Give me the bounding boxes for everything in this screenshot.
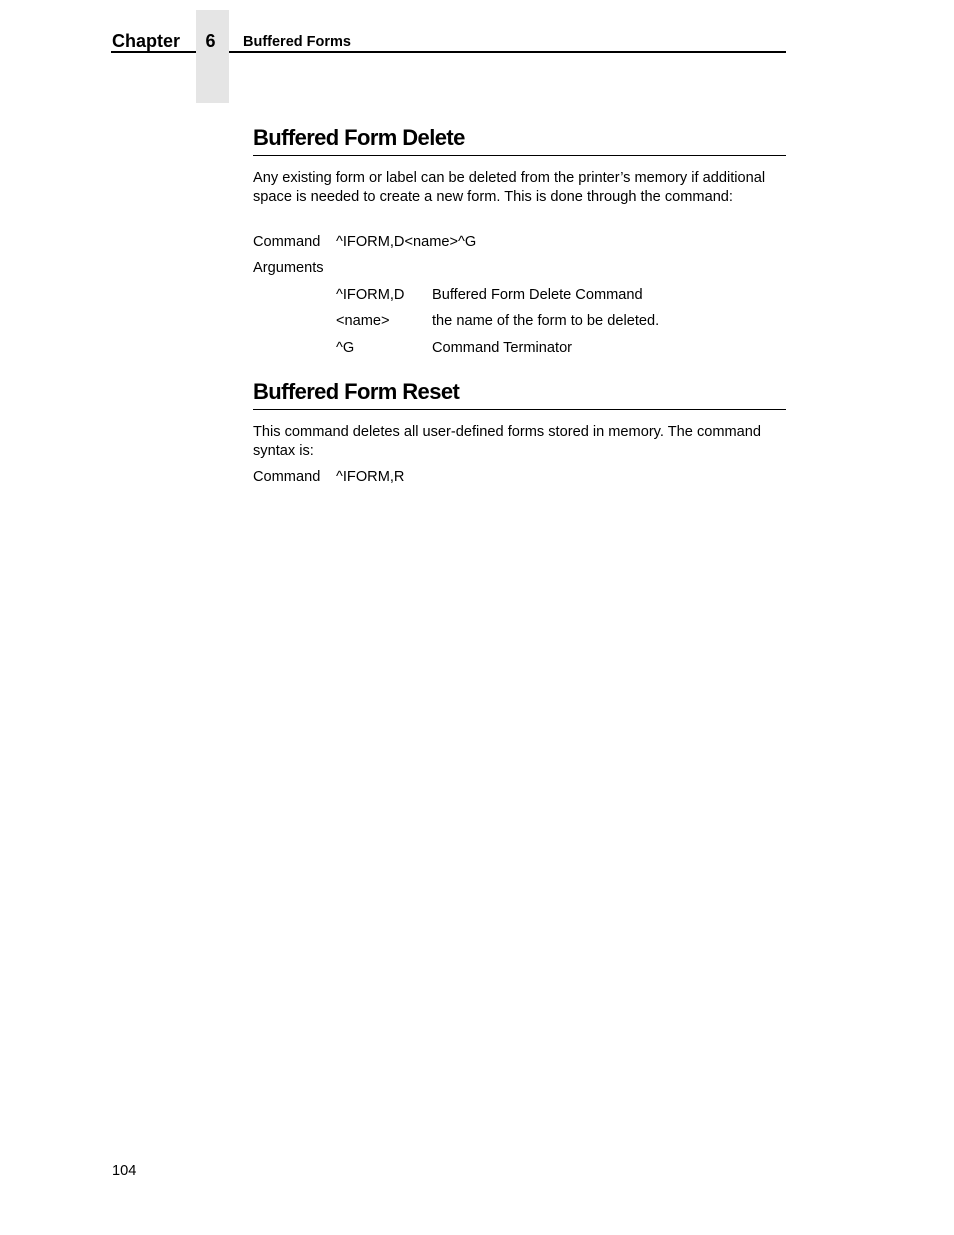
argument-name: ^G <box>336 340 355 356</box>
header-rule-right <box>229 51 786 53</box>
chapter-tab <box>196 10 229 103</box>
reset-command-label: Command <box>253 469 321 485</box>
arguments-label: Arguments <box>253 260 324 276</box>
reset-command-syntax: ^IFORM,R <box>336 469 405 485</box>
delete-description: Any existing form or label can be deleted from the printer’s memory if additional space is needed to create a new form. This is done through the command: <box>253 170 766 205</box>
argument-description: the name of the form to be deleted. <box>432 313 660 329</box>
section-rule-delete <box>253 155 786 156</box>
argument-name: <name> <box>336 313 390 329</box>
delete-command-label: Command <box>253 234 321 250</box>
section-rule-reset <box>253 409 786 410</box>
argument-description: Command Terminator <box>432 340 573 356</box>
reset-description: This command deletes all user-defined forms stored in memory. The command syntax is: <box>253 424 762 459</box>
page-number: 104 <box>112 1163 137 1179</box>
argument-name: ^IFORM,D <box>336 287 405 303</box>
chapter-label: Chapter <box>112 31 181 51</box>
running-title: Buffered Forms <box>243 34 351 50</box>
section-heading-delete: Buffered Form Delete <box>253 125 465 150</box>
argument-description: Buffered Form Delete Command <box>432 287 643 303</box>
delete-command-syntax: ^IFORM,D<name>^G <box>336 234 477 250</box>
chapter-number: 6 <box>205 31 216 51</box>
header-rule-left <box>111 51 196 53</box>
section-heading-reset: Buffered Form Reset <box>253 379 460 404</box>
